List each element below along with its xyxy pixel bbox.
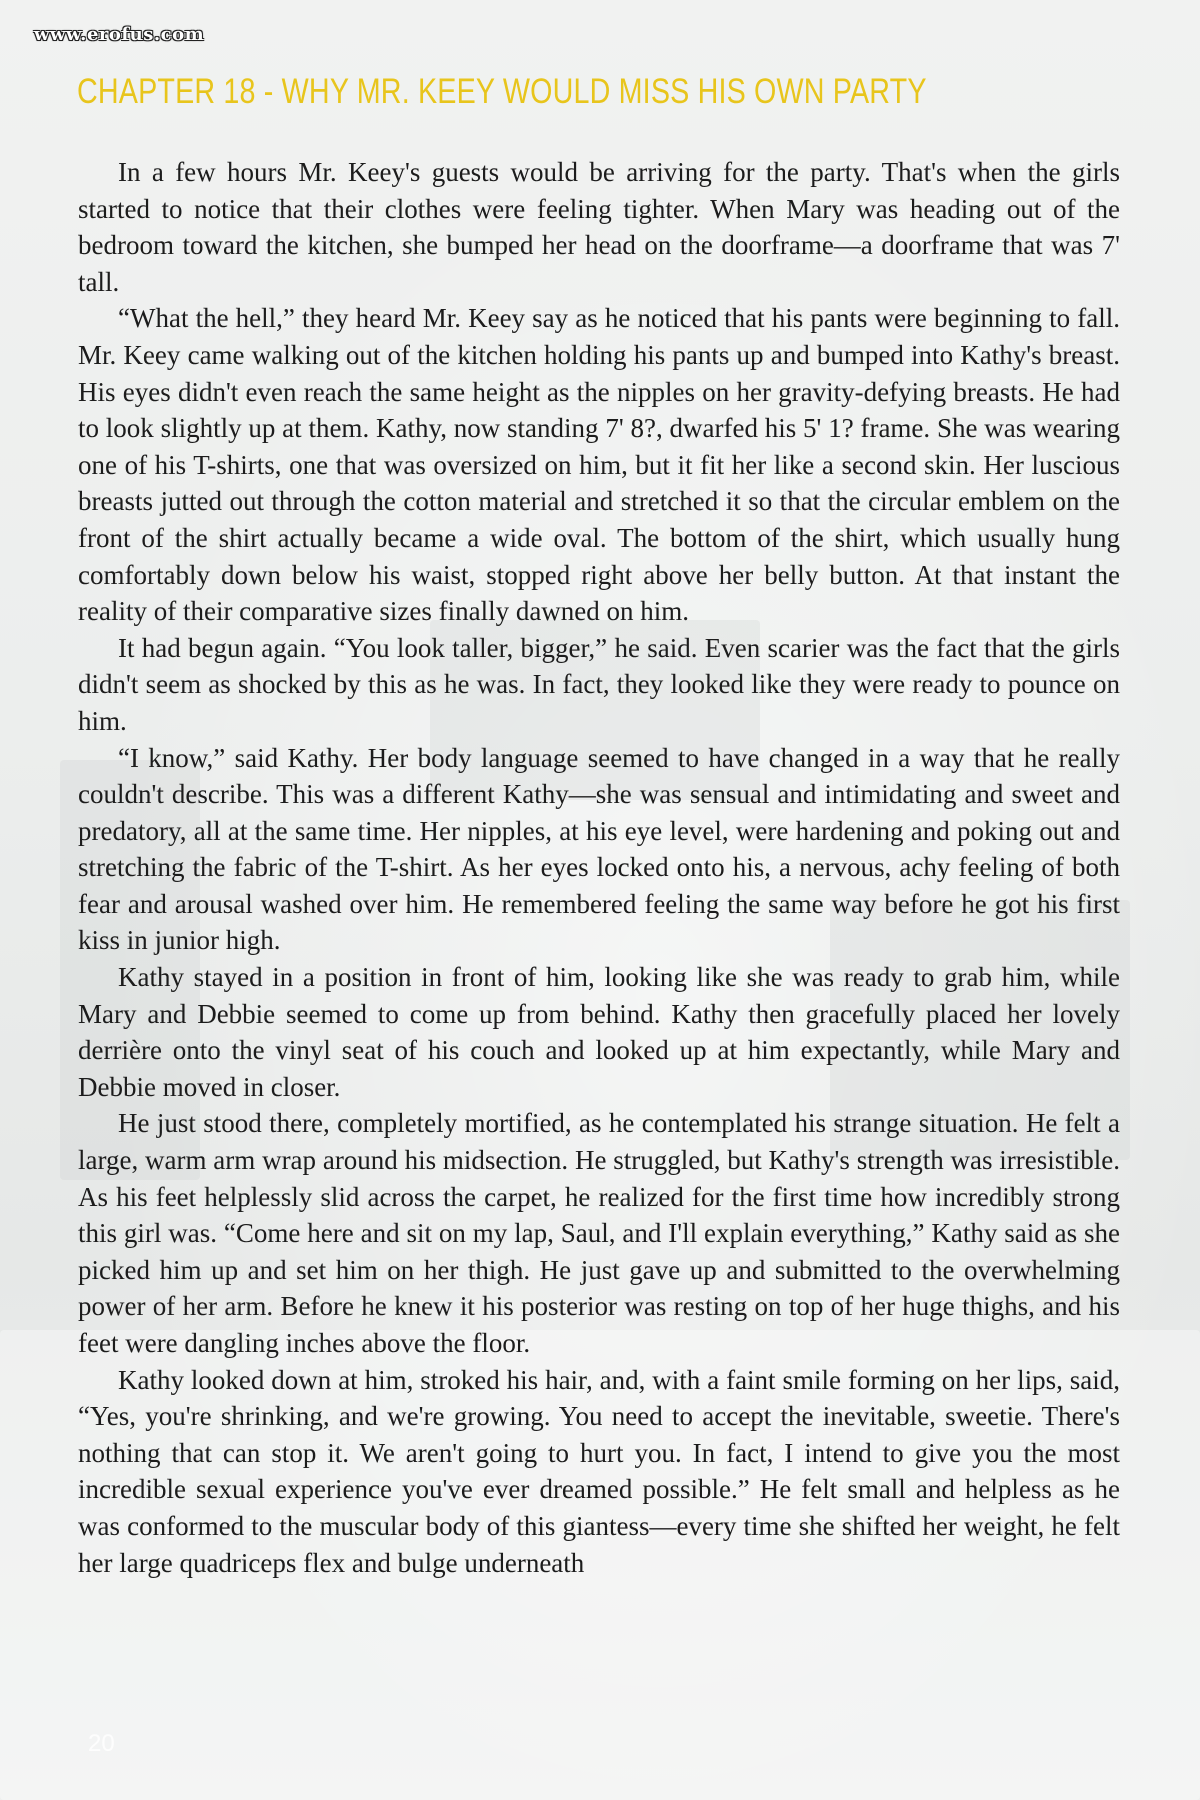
page-number: 20 — [88, 1730, 115, 1757]
paragraph-6: He just stood there, completely mortified, as he contemplated his strange situation. He felt a large, warm arm wrap around his midsection. He struggled, but Kathy's strength was irresistible. As his feet helplessly slid across the carpet, he realized for the first time how incredibly strong this girl was. “Come here and sit on my lap, Saul, and I'll explain everything,” Kathy said as she picked him up and set him on her thigh. He just gave up and submitted to the overwhelming power of her arm. Before he knew it his posterior was resting on top of her huge thighs, and his feet were dangling inches above the floor. — [78, 1108, 1120, 1358]
paragraph-2: “What the hell,” they heard Mr. Keey say as he noticed that his pants were beginning to fall. Mr. Keey came walking out of the kitchen holding his pants up and bumped into Kathy's breast. His eyes didn't even reach the same height as the nipples on her gravity-defying breasts. He had to look slightly up at them. Kathy, now standing 7' 8?, dwarfed his 5' 1? frame. She was wearing one of his T-shirts, one that was oversized on him, but it fit her like a second skin. Her luscious breasts jutted out through the cotton material and stretched it so that the circular emblem on the front of the shirt actually became a wide oval. The bottom of the shirt, which usually hung comfortably down below his waist, stopped right above her belly button. At that instant the reality of their comparative sizes finally dawned on him. — [78, 303, 1120, 627]
paragraph-1: In a few hours Mr. Keey's guests would be arriving for the party. That's when the girls started to notice that their clothes were feeling tighter. When Mary was heading out of the bedroom toward the kitchen, she bumped her head on the doorframe—a doorframe that was 7' tall. — [78, 157, 1120, 297]
paragraph-4: “I know,” said Kathy. Her body language seemed to have changed in a way that he really couldn't describe. This was a different Kathy—she was sensual and intimidating and sweet and predatory, all at the same time. Her nipples, at his eye level, were hardening and poking out and stretching the fabric of the T-shirt. As her eyes locked onto his, a nervous, achy feeling of both fear and arousal washed over him. He remembered feeling the same way before he got his first kiss in junior high. — [78, 742, 1120, 956]
paragraph-5: Kathy stayed in a position in front of him, looking like she was ready to grab him, while Mary and Debbie seemed to come up from behind. Kathy then gracefully placed her lovely derrière onto the vinyl seat of his couch and looked up at him expectantly, while Mary and Debbie moved in closer. — [78, 962, 1120, 1102]
chapter-body — [78, 154, 1120, 1581]
paragraph-3: It had begun again. “You look taller, bigger,” he said. Even scarier was the fact that the girls didn't seem as shocked by this as he was. In fact, they looked like they were ready to pounce on him. — [78, 632, 1120, 736]
site-watermark: www.erofus.com — [34, 24, 205, 45]
paragraph-7: Kathy looked down at him, stroked his hair, and, with a faint smile forming on her lips, said, “Yes, you're shrinking, and we're growing. You need to accept the inevitable, sweetie. There's nothing that can stop it. We aren't going to hurt you. In fact, I intend to give you the most incredible sexual experience you've ever dreamed possible.” He felt small and helpless as he was conformed to the muscular body of this giantess—every time she shifted her weight, he felt her large quadriceps flex and bulge underneath — [78, 1364, 1120, 1578]
chapter-title: CHAPTER 18 - WHY MR. KEEY WOULD MISS HIS OWN PARTY — [77, 72, 927, 111]
